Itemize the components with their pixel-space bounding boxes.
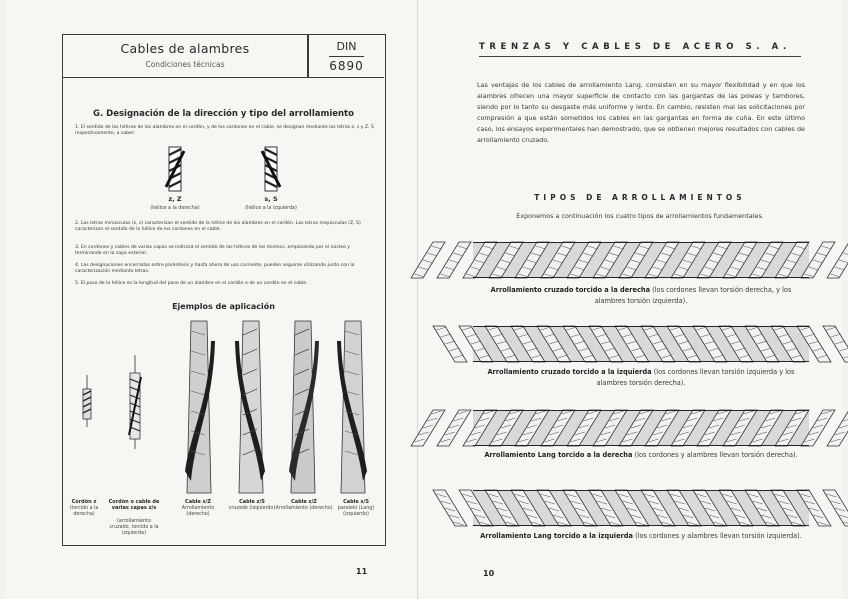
page-number-right: 10 bbox=[483, 569, 495, 578]
label-z: z, Z bbox=[168, 195, 182, 203]
intro-paragraph: Las ventajas de los cables de arrollamiento Lang, consisten en su mayor flexibilidad y en que los alambres ofrecen una mayor superficie de contacto con las gargantas de las poleas y tambores, siendo por lo tanto su desgaste más uniforme y lento. En cambio, resisten mal las solicitaciones por compresión a que están sometidos los cables en las gargantas en forma de cuña. En este último caso, los ensayos experimentales han demostrado, que se obtienen mejores resultados con cables de arrollamiento cruzado. bbox=[477, 81, 805, 144]
label-s-desc: (hélice a la izquierda) bbox=[245, 206, 297, 211]
rope-caption-3-bold: Arrollamiento Lang torcido a la derecha bbox=[484, 451, 633, 459]
example-5-label: Cable z/Z bbox=[291, 499, 317, 505]
examples-title: Ejemplos de aplicación bbox=[172, 302, 275, 311]
rope-caption-4 bbox=[475, 531, 807, 542]
label-s: s, S bbox=[264, 195, 278, 203]
example-6-label: Cable s/S bbox=[343, 499, 369, 505]
types-intro: Exponemos a continuación los cuatro tipos de arrollamientos fundamentales. bbox=[516, 212, 764, 220]
page-number-left: 11 bbox=[356, 567, 368, 576]
left-page bbox=[6, 0, 418, 599]
rope-caption-2 bbox=[475, 367, 807, 389]
example-2-label: Cordón o cable de varias capas z/s bbox=[108, 499, 160, 511]
sheet-header bbox=[63, 35, 384, 78]
cable-zZ-figure bbox=[285, 321, 321, 493]
example-1-text: (torcido a la derecha) bbox=[69, 506, 99, 517]
item-5: 5. El paso de la hélice es la longitud del paso de un alambre en el cordón o de un cordón en el cable. bbox=[75, 281, 308, 286]
din-number: 6890 bbox=[329, 59, 364, 73]
rope-lang-left-figure bbox=[473, 490, 809, 526]
rope-caption-4-text: (los cordones y alambres llevan torsión izquierda). bbox=[635, 532, 802, 540]
rope-lang-right-figure bbox=[473, 410, 809, 446]
rope-caption-1 bbox=[475, 285, 807, 307]
item-2: 2. Las letras minúsculas (z, s) caracterizan el sentido de la hélice de los alambres en el cordón. Las letras mayúsculas (Z, S) caracterizan el sentido de la hélice de los cordones en el cable. bbox=[75, 221, 361, 232]
rope-caption-4-bold: Arrollamiento Lang torcido a la izquierda bbox=[480, 532, 633, 540]
example-2-text: (arrollamiento cruzado, torcido a la izquierda) bbox=[109, 519, 159, 536]
rope-caption-1-text: (los cordones llevan torsión derecha, y los alambres torsión izquierda). bbox=[594, 286, 792, 305]
rope-caption-2-text: (los cordones llevan torsión izquierda y los alambres torsión derecha). bbox=[596, 368, 795, 387]
example-3-text: Arrollamiento (derecho) bbox=[181, 506, 215, 517]
cable-sZ-figure bbox=[181, 321, 217, 493]
strand-z-icon bbox=[163, 147, 187, 191]
rope-cross-right-figure bbox=[473, 242, 809, 278]
label-z-desc: (hélice a la derecha) bbox=[150, 206, 200, 211]
example-1-label: Cordón z bbox=[71, 499, 97, 505]
cable-zS-figure bbox=[233, 321, 269, 493]
sheet-subtitle: Condiciones técnicas bbox=[145, 60, 225, 69]
types-title: TIPOS DE ARROLLAMIENTOS bbox=[534, 193, 746, 202]
header-rule bbox=[479, 56, 801, 57]
rope-caption-3 bbox=[475, 450, 807, 461]
din-rule bbox=[329, 56, 364, 57]
strand-zs-example-figure bbox=[127, 355, 143, 449]
example-5-text: Arrollamiento (derecho) bbox=[275, 506, 333, 511]
item-3: 3. En cordones y cables de varias capas se indicará el sentido de las hélices de los mismos, empezando por el núcleo y terminando en la capa exterior. bbox=[75, 245, 350, 256]
din-sheet-frame bbox=[62, 34, 386, 546]
rope-cross-left-figure bbox=[473, 326, 809, 362]
strand-z-example-figure bbox=[81, 375, 93, 427]
example-6-text: paralelo (Lang) (izquierdo) bbox=[337, 506, 375, 517]
item-4: 4. Las designaciones encerradas entre paréntesis y hasta ahora de uso corriente, pueden seguirse utilizando junto con la caracterización mediante letras. bbox=[75, 263, 355, 274]
rope-caption-1-bold: Arrollamiento cruzado torcido a la derecha bbox=[490, 286, 651, 294]
sheet-title: Cables de alambres bbox=[120, 41, 250, 56]
din-label: DIN bbox=[336, 40, 357, 53]
example-3-label: Cable s/Z bbox=[185, 499, 211, 505]
company-header: TRENZAS Y CABLES DE ACERO S. A. bbox=[479, 42, 791, 52]
strand-s-icon bbox=[259, 147, 283, 191]
item-1: 1. El sentido de las hélices de los alambres en el cordón, y de los cordones en el cable, se designan mediante las letras z, s y Z, S respectivamente, a saber: bbox=[75, 125, 374, 136]
right-page bbox=[419, 0, 842, 599]
rope-caption-3-text: (los cordones y alambres llevan torsión derecha). bbox=[634, 451, 798, 459]
example-4-text: cruzado (izquierdo) bbox=[228, 506, 276, 511]
cable-sS-figure bbox=[335, 321, 371, 493]
section-title: G. Designación de la dirección y tipo del arrollamiento bbox=[93, 109, 354, 119]
rope-caption-2-bold: Arrollamiento cruzado torcido a la izquierda bbox=[487, 368, 652, 376]
example-4-label: Cable z/S bbox=[239, 499, 265, 505]
